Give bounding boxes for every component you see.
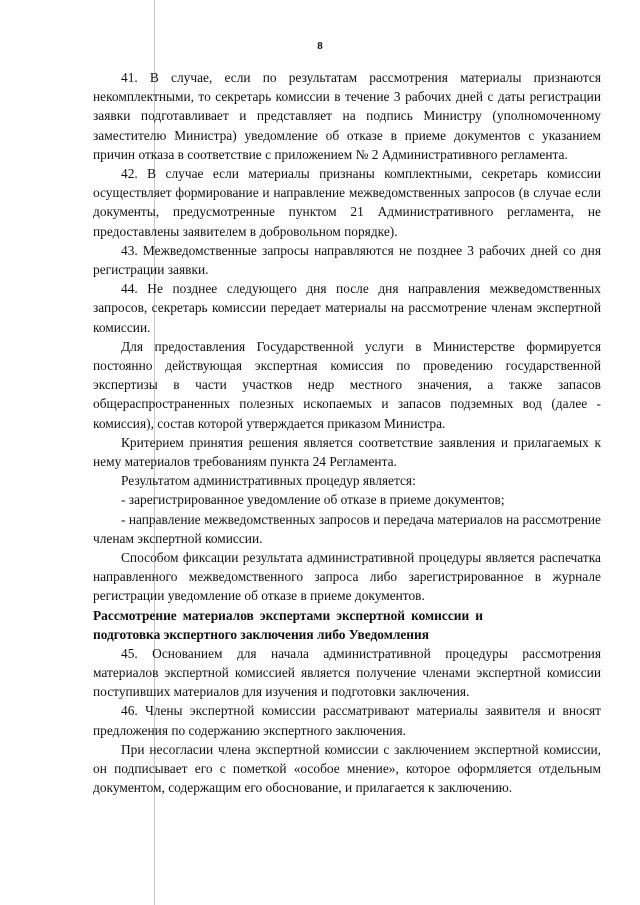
paragraph-commission: Для предоставления Государственной услуги в Министерстве формируется постоянно действующая экспертная комиссия по проведению государственной экспертизы в части участков недр местного значения, а также запасов общераспространенных полезных ископаемых и запасов подземных вод (далее - комиссия), состав которой утверждается приказом Министра. (93, 338, 601, 431)
paragraph-45: 45. Основанием для начала административной процедуры рассмотрения материалов экспертной комиссией является получение членами экспертной комиссии поступивших материалов для изучения и подготовки заключения. (93, 645, 601, 700)
document-body (93, 68, 601, 797)
paragraph-result-intro: Результатом административных процедур является: (121, 473, 416, 489)
paragraph-42: 42. В случае если материалы признаны комплектными, секретарь комиссии осуществляет формирование и направление межведомственных запросов (в случае если документы, предусмотренные пунктом 21 Административного регламента, не предоставлены заявителем в добровольном порядке). (93, 166, 601, 239)
result-list-item: - направление межведомственных запросов и передача материалов на рассмотрение членам экспертной комиссии. (93, 511, 601, 546)
paragraph-44: 44. Не позднее следующего дня после дня направления межведомственных запросов, секретарь комиссии передает материалы на рассмотрение членам экспертной комиссии. (93, 281, 601, 335)
page-number: 8 (317, 40, 323, 52)
paragraph-fixation: Способом фиксации результата административной процедуры является распечатка направленного межведомственного запроса либо зарегистрированное в журнале регистрации уведомление об отказе в приеме документов. (93, 550, 601, 604)
paragraph-criterion: Критерием принятия решения является соответствие заявления и прилагаемых к нему материалов требованиям пункта 24 Регламента. (93, 434, 601, 470)
paragraph-43: 43. Межведомственные запросы направляются не позднее 3 рабочих дней со дня регистрации заявки. (93, 242, 601, 278)
paragraph-disagreement: При несогласии члена экспертной комиссии с заключением экспертной комиссии, он подписывает его с пометкой «особое мнение», которое оформляется отдельным документом, содержащим его обоснование, и прилагается к заключению. (93, 741, 601, 796)
section-heading: Рассмотрение материалов экспертами экспертной комиссии и подготовка экспертного заключения либо Уведомления (93, 607, 483, 642)
paragraph-41: 41. В случае, если по результатам рассмотрения материалы признаются некомплектными, то секретарь комиссии в течение 3 рабочих дней с даты регистрации заявки подготавливает и представляет на подпись Министру (уполномоченному заместителю Министра) уведомление об отказе в приеме документов с указанием причин отказа в соответствие с приложением № 2 Административного регламента. (93, 70, 601, 162)
result-list-item: - зарегистрированное уведомление об отказе в приеме документов; (121, 492, 505, 508)
paragraph-46: 46. Члены экспертной комиссии рассматривают материалы заявителя и вносят предложения по содержанию экспертного заключения. (93, 703, 601, 738)
